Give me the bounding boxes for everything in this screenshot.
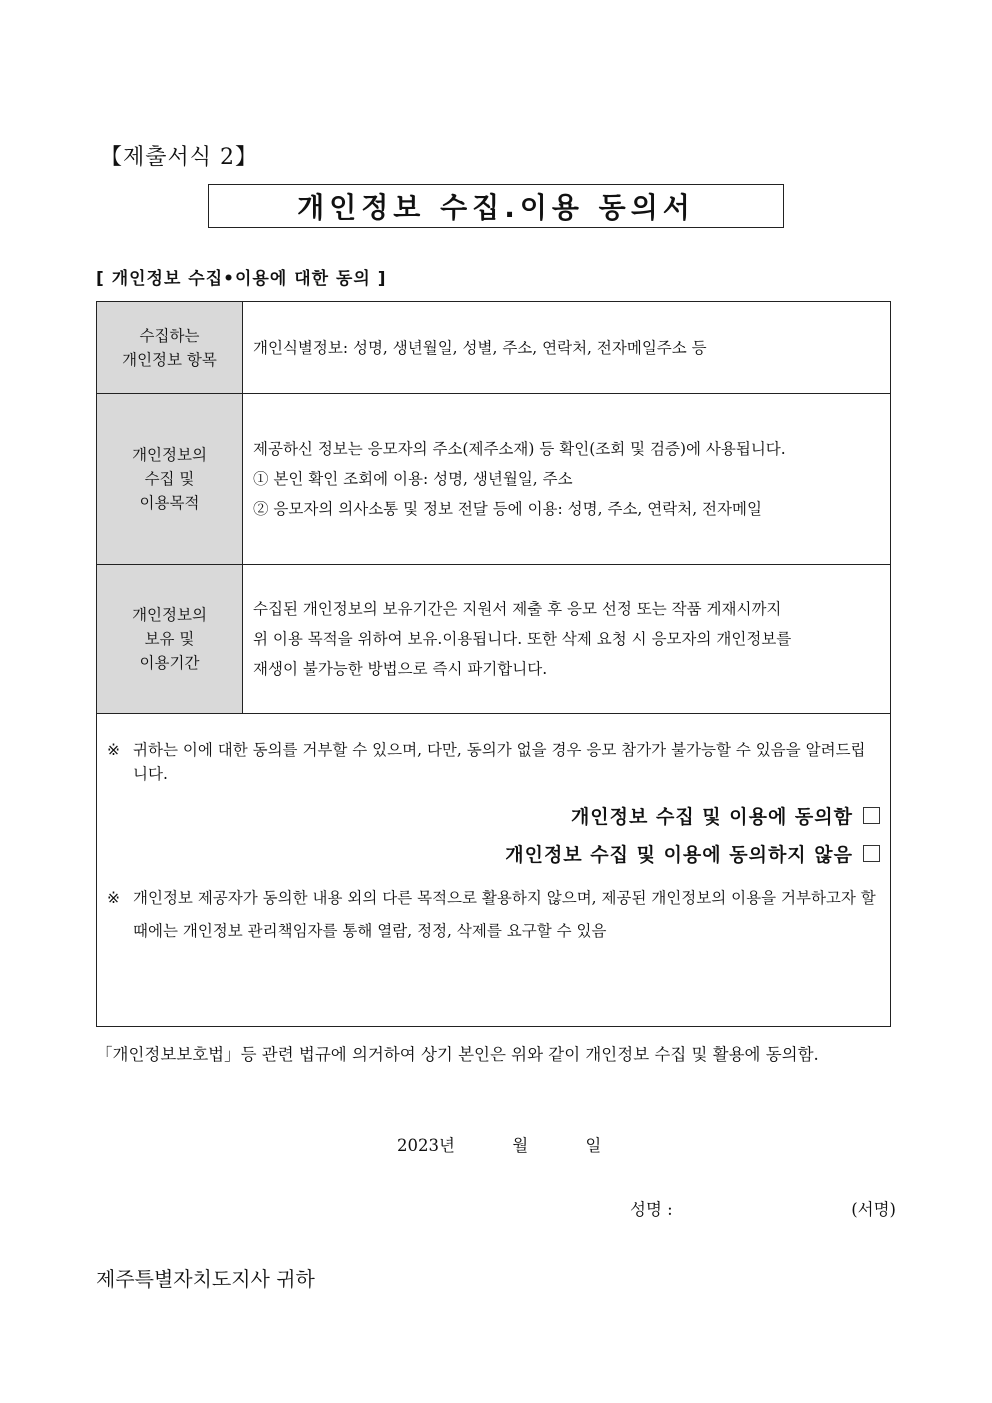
label-line: 보유 및	[144, 630, 195, 648]
signature-label: 성명 :	[630, 1200, 673, 1219]
agree-label: 개인정보 수집 및 이용에 동의함	[570, 805, 853, 828]
value-line: 제공하신 정보는 응모자의 주소(제주소재) 등 확인(조회 및 검증)에 사용됩니다.	[253, 440, 786, 458]
signature-line	[630, 1196, 896, 1220]
value-line: ② 응모자의 의사소통 및 정보 전달 등에 이용: 성명, 주소, 연락처, 전자메일	[253, 500, 762, 518]
value-line: 수집된 개인정보의 보유기간은 지원서 제출 후 응모 선정 또는 작품 게재시까지	[253, 600, 782, 618]
value-line: 위 이용 목적을 위하여 보유.이용됩니다. 또한 삭제 요청 시 응모자의 개인정보를	[253, 630, 792, 648]
label-line: 개인정보의	[132, 606, 207, 624]
label-line: 이용기간	[139, 654, 200, 672]
table-row	[97, 565, 891, 714]
value-line: 개인식별정보: 성명, 생년월일, 성별, 주소, 연락처, 전자메일주소 등	[253, 338, 707, 357]
document-title: 개인정보 수집.이용 동의서	[297, 191, 695, 224]
note-mark: ※	[107, 889, 120, 907]
agree-checkbox[interactable]	[863, 807, 880, 824]
disagree-label: 개인정보 수집 및 이용에 동의하지 않음	[505, 843, 853, 866]
label-line: 개인정보의	[132, 446, 207, 464]
notice-cell	[97, 714, 891, 1027]
value-line: 재생이 불가능한 방법으로 즉시 파기합니다.	[253, 660, 548, 678]
form-label: 【제출서식 2】	[100, 145, 258, 170]
recipient: 제주특별자치도지사 귀하	[96, 1267, 315, 1291]
note-mark: ※	[107, 741, 120, 759]
label-line: 수집하는	[139, 326, 200, 345]
label-line: 개인정보 항목	[122, 350, 217, 369]
section-heading: [ 개인정보 수집•이용에 대한 동의 ]	[96, 269, 387, 289]
signature-mark: (서명)	[851, 1200, 896, 1219]
label-line: 수집 및	[144, 470, 195, 488]
usage-notice-text: 개인정보 제공자가 동의한 내용 외의 다른 목적으로 활용하지 않으며, 제공된 개인정보의 이용을 거부하고자 할 때에는 개인정보 관리책임자를 통해 열람, 정정, 삭제를 요구할 수 있음	[133, 889, 876, 940]
refusal-notice-text: 귀하는 이에 대한 동의를 거부할 수 있으며, 다만, 동의가 없을 경우 응모 참가가 불가능할 수 있음을 알려드립니다.	[133, 741, 866, 783]
date-month: 월	[512, 1136, 529, 1155]
label-line: 이용목적	[139, 494, 200, 512]
row-value	[243, 565, 891, 714]
law-consent-statement: 「개인정보보호법」등 관련 법규에 의거하여 상기 본인은 위와 같이 개인정보 수집 및 활용에 동의함.	[96, 1045, 819, 1064]
refusal-notice	[107, 738, 880, 786]
date-year: 2023년	[397, 1136, 455, 1155]
usage-notice	[107, 882, 880, 948]
value-line: ① 본인 확인 조회에 이용: 성명, 생년월일, 주소	[253, 470, 573, 488]
date-line	[397, 1132, 601, 1156]
row-value	[243, 394, 891, 565]
table-row	[97, 302, 891, 394]
document-title-box	[208, 184, 784, 228]
row-label	[97, 394, 243, 565]
disagree-option[interactable]	[107, 834, 880, 872]
disagree-checkbox[interactable]	[863, 845, 880, 862]
row-label	[97, 302, 243, 394]
notice-row	[97, 714, 891, 1027]
consent-table	[96, 301, 891, 1027]
table-row	[97, 394, 891, 565]
row-value	[243, 302, 891, 394]
row-label	[97, 565, 243, 714]
agree-option[interactable]	[107, 796, 880, 834]
date-day: 일	[585, 1136, 602, 1155]
